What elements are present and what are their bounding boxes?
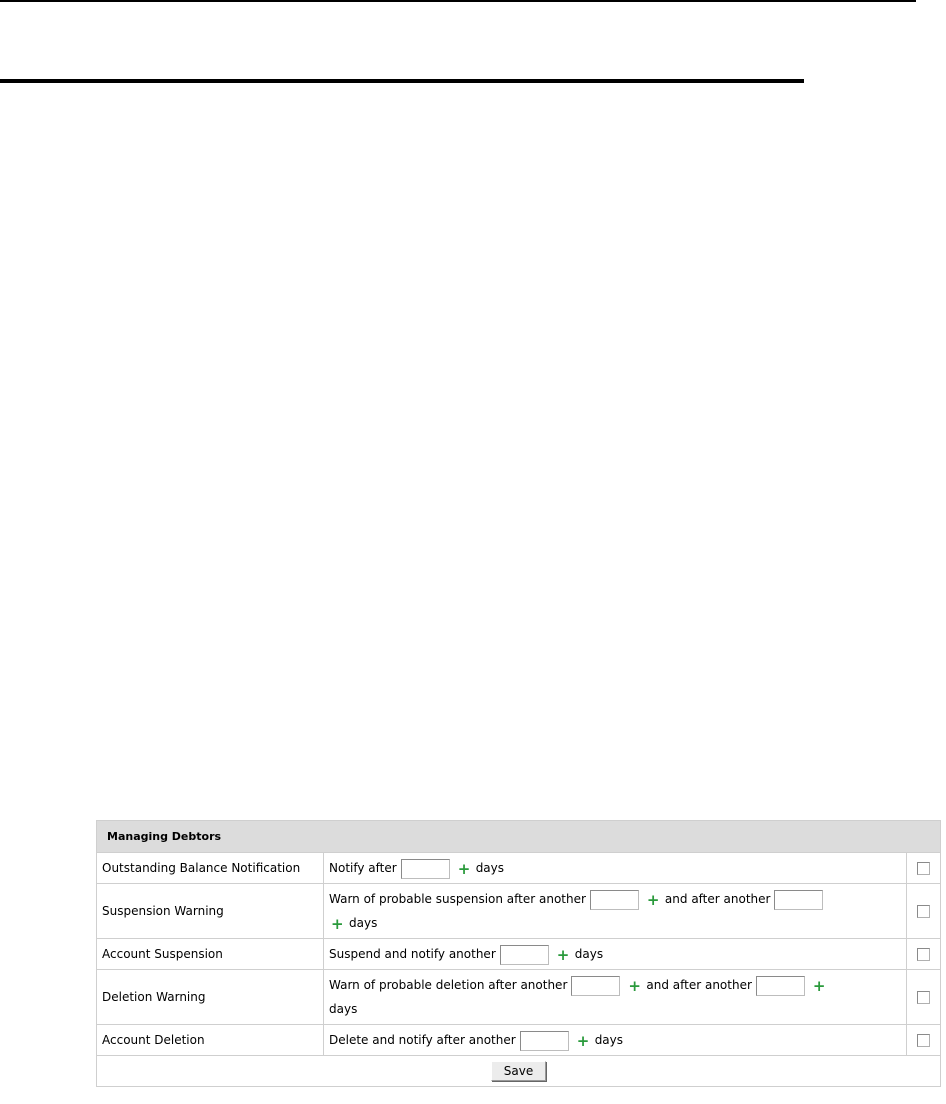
row-controls	[324, 853, 907, 884]
panel-title: Managing Debtors	[97, 821, 941, 853]
plus-icon[interactable]: +	[812, 976, 826, 995]
save-cell	[97, 1056, 941, 1087]
days-input[interactable]	[520, 1031, 569, 1051]
save-button[interactable]: Save	[491, 1061, 546, 1081]
enable-cell	[907, 884, 941, 939]
row-controls	[324, 970, 907, 1025]
row-controls	[324, 884, 907, 939]
row-label: Suspension Warning	[97, 884, 324, 939]
setting-row-deletion-warning	[97, 970, 941, 1025]
panel-header	[97, 821, 941, 853]
unit-text: days	[475, 861, 505, 875]
row-text: Warn of probable deletion after another	[329, 978, 568, 992]
enable-checkbox[interactable]	[917, 1034, 930, 1047]
row-label: Outstanding Balance Notification	[97, 853, 324, 884]
row-label: Account Suspension	[97, 939, 324, 970]
row-text: Notify after	[329, 861, 397, 875]
days-input-second[interactable]	[774, 890, 823, 910]
unit-text: days	[349, 916, 378, 930]
row-text: Suspend and notify another	[329, 947, 496, 961]
plus-icon[interactable]: +	[331, 914, 344, 933]
enable-checkbox[interactable]	[917, 862, 930, 875]
section-divider	[0, 79, 804, 83]
row-label: Account Deletion	[97, 1025, 324, 1056]
plus-icon[interactable]: +	[457, 859, 471, 878]
unit-text: days	[594, 1033, 624, 1047]
row-text: Warn of probable suspension after another	[329, 892, 586, 906]
plus-icon[interactable]: +	[556, 945, 570, 964]
days-input-second[interactable]	[756, 976, 805, 996]
setting-row-suspension-warning	[97, 884, 941, 939]
unit-text: days	[574, 947, 604, 961]
row-mid-text: and after another	[646, 978, 752, 992]
top-divider	[0, 0, 916, 2]
plus-icon[interactable]: +	[646, 890, 660, 909]
enable-cell	[907, 853, 941, 884]
setting-row-outstanding-balance	[97, 853, 941, 884]
save-row	[97, 1056, 941, 1087]
setting-row-account-deletion	[97, 1025, 941, 1056]
enable-cell	[907, 1025, 941, 1056]
enable-cell	[907, 939, 941, 970]
managing-debtors-panel	[96, 820, 941, 1087]
unit-text: days	[329, 1002, 358, 1016]
enable-cell	[907, 970, 941, 1025]
row-text: Delete and notify after another	[329, 1033, 516, 1047]
days-input[interactable]	[590, 890, 639, 910]
enable-checkbox[interactable]	[917, 905, 930, 918]
days-input[interactable]	[571, 976, 620, 996]
enable-checkbox[interactable]	[917, 991, 930, 1004]
enable-checkbox[interactable]	[917, 948, 930, 961]
plus-icon[interactable]: +	[628, 976, 641, 995]
row-mid-text: and after another	[664, 892, 771, 906]
setting-row-account-suspension	[97, 939, 941, 970]
row-label: Deletion Warning	[97, 970, 324, 1025]
days-input[interactable]	[401, 859, 450, 879]
row-controls	[324, 939, 907, 970]
plus-icon[interactable]: +	[576, 1031, 590, 1050]
days-input[interactable]	[500, 945, 549, 965]
row-controls	[324, 1025, 907, 1056]
